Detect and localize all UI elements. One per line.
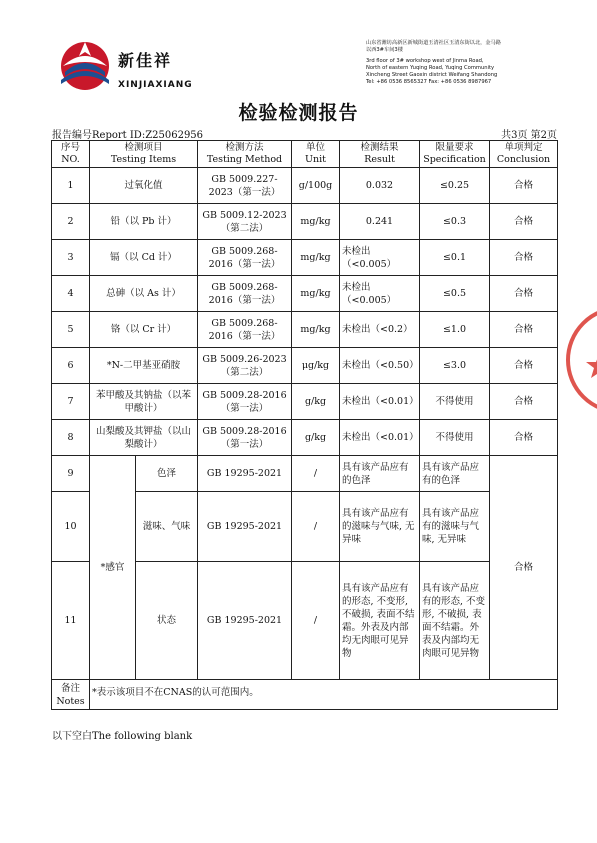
cell-spec: ≤3.0 (420, 348, 490, 384)
cell-spec: ≤0.3 (420, 204, 490, 240)
report-number-label: 报告编号Report ID: (52, 130, 146, 141)
cell-no: 6 (52, 348, 90, 384)
table-row (52, 312, 558, 348)
cell-result: 具有该产品应有的色泽 (340, 456, 420, 492)
cell-result: 未检出（<0.005） (340, 276, 420, 312)
cell-item: 铅（以 Pb 计） (90, 204, 198, 240)
cell-unit: g/kg (292, 384, 340, 420)
cell-unit: / (292, 492, 340, 562)
cell-unit: mg/kg (292, 276, 340, 312)
following-blank-text: 以下空白The following blank (52, 731, 193, 742)
cell-sub-item: 滋味、气味 (136, 492, 198, 562)
col-header-method: 检测方法 Testing Method (198, 141, 292, 168)
cell-method: GB 5009.12-2023（第二法） (198, 204, 292, 240)
cell-result: 未检出（<0.2） (340, 312, 420, 348)
address-en-line: 3rd floor of 3# workshop west of Jinma Road, (366, 58, 484, 64)
cell-item: 镉（以 Cd 计） (90, 240, 198, 276)
cell-conclusion: 合格 (490, 276, 558, 312)
cell-result: 未检出（<0.01） (340, 420, 420, 456)
col-header-no: 序号 NO. (52, 141, 90, 168)
report-title: 检验检测报告 (238, 102, 359, 124)
notes-text: *表示该项目不在CNAS的认可范围内。 (90, 680, 558, 710)
cell-sub-item: 状态 (136, 562, 198, 680)
cell-result: 0.032 (340, 168, 420, 204)
cell-item: 山梨酸及其钾盐（以山梨酸计） (90, 420, 198, 456)
inspection-seal-icon (560, 300, 597, 420)
cell-spec: 具有该产品应有的滋味与气味, 无异味 (420, 492, 490, 562)
cell-no: 5 (52, 312, 90, 348)
table-header-row (52, 141, 558, 168)
cell-unit: g/kg (292, 420, 340, 456)
cell-no: 1 (52, 168, 90, 204)
cell-no: 7 (52, 384, 90, 420)
cell-item: 铬（以 Cr 计） (90, 312, 198, 348)
cell-spec: 具有该产品应有的色泽 (420, 456, 490, 492)
cell-no: 4 (52, 276, 90, 312)
table-row (52, 420, 558, 456)
cell-item: 苯甲酸及其钠盐（以苯甲酸计） (90, 384, 198, 420)
cell-conclusion: 合格 (490, 420, 558, 456)
address-en-line: North of eastern Yuqing Road, Yuqing Community (366, 65, 495, 71)
cell-result: 具有该产品应有的形态, 不变形, 不破损, 表面不结霜。外表及内部均无肉眼可见异物 (340, 562, 420, 680)
cell-result: 0.241 (340, 204, 420, 240)
table-row (52, 240, 558, 276)
cell-spec: 不得使用 (420, 384, 490, 420)
cell-conclusion: 合格 (490, 384, 558, 420)
cell-conclusion: 合格 (490, 240, 558, 276)
cell-unit: mg/kg (292, 312, 340, 348)
cell-spec: ≤0.1 (420, 240, 490, 276)
col-header-conclusion: 单项判定 Conclusion (490, 141, 558, 168)
results-table (51, 140, 558, 710)
table-row (52, 384, 558, 420)
cell-sensory-group: *感官 (90, 456, 136, 680)
table-row (52, 204, 558, 240)
cell-no: 8 (52, 420, 90, 456)
cell-unit: mg/kg (292, 204, 340, 240)
table-row (52, 456, 558, 492)
table-row (52, 276, 558, 312)
col-header-spec: 限量要求 Specification (420, 141, 490, 168)
cell-conclusion: 合格 (490, 348, 558, 384)
cell-result: 未检出（<0.01） (340, 384, 420, 420)
cell-result: 未检出（<0.005） (340, 240, 420, 276)
cell-spec: ≤1.0 (420, 312, 490, 348)
cell-method: GB 19295-2021 (198, 562, 292, 680)
notes-row (52, 680, 558, 710)
cell-method: GB 5009.28-2016（第一法） (198, 384, 292, 420)
cell-result: 未检出（<0.50） (340, 348, 420, 384)
cell-no: 10 (52, 492, 90, 562)
report-number (52, 126, 203, 141)
report-number-value: Z25062956 (145, 130, 204, 141)
col-header-unit: 单位 Unit (292, 141, 340, 168)
cell-spec: ≤0.5 (420, 276, 490, 312)
contact-line: Tel: +86 0536 8565327 Fax: +86 0536 8987967 (366, 79, 492, 85)
cell-conclusion: 合格 (490, 456, 558, 680)
cell-conclusion: 合格 (490, 168, 558, 204)
cell-method: GB 5009.268-2016（第一法） (198, 312, 292, 348)
notes-label: 备注 Notes (52, 680, 90, 710)
cell-conclusion: 合格 (490, 312, 558, 348)
cell-unit: μg/kg (292, 348, 340, 384)
cell-method: GB 5009.268-2016（第一法） (198, 276, 292, 312)
brand-name-cn: 新佳祥 (118, 51, 173, 70)
company-logo-icon (55, 36, 115, 96)
cell-sub-item: 色泽 (136, 456, 198, 492)
cell-item: *N-二甲基亚硝胺 (90, 348, 198, 384)
cell-item: 过氧化值 (90, 168, 198, 204)
cell-item: 总砷（以 As 计） (90, 276, 198, 312)
cell-result: 具有该产品应有的滋味与气味, 无异味 (340, 492, 420, 562)
cell-no: 11 (52, 562, 90, 680)
cell-unit: mg/kg (292, 240, 340, 276)
col-header-item: 检测项目 Testing Items (90, 141, 198, 168)
cell-no: 2 (52, 204, 90, 240)
cell-method: GB 5009.227-2023（第一法） (198, 168, 292, 204)
address-cn-line: 山东省潍坊高新区新城街道玉清社区玉清东街以北，金马路 (366, 40, 501, 46)
cell-spec: 不得使用 (420, 420, 490, 456)
cell-method: GB 5009.28-2016（第一法） (198, 420, 292, 456)
cell-spec: ≤0.25 (420, 168, 490, 204)
cell-method: GB 5009.26-2023（第二法） (198, 348, 292, 384)
cell-spec: 具有该产品应有的形态, 不变形, 不破损, 表面不结霜。外表及内部均无肉眼可见异物 (420, 562, 490, 680)
cell-unit: g/100g (292, 168, 340, 204)
address-en-line: Xincheng Street Gaoxin district Weifang Shandong (366, 72, 498, 78)
cell-method: GB 5009.268-2016（第一法） (198, 240, 292, 276)
cell-conclusion: 合格 (490, 204, 558, 240)
address-cn-line: 以西3#车间3楼 (366, 47, 403, 53)
page-info: 共3页 第2页 (501, 130, 557, 141)
cell-unit: / (292, 456, 340, 492)
cell-no: 3 (52, 240, 90, 276)
table-row (52, 168, 558, 204)
cell-method: GB 19295-2021 (198, 492, 292, 562)
company-address (366, 40, 576, 86)
col-header-result: 检测结果 Result (340, 141, 420, 168)
cell-method: GB 19295-2021 (198, 456, 292, 492)
table-row (52, 348, 558, 384)
brand-name-en: XINJIAXIANG (118, 80, 193, 90)
cell-no: 9 (52, 456, 90, 492)
cell-unit: / (292, 562, 340, 680)
